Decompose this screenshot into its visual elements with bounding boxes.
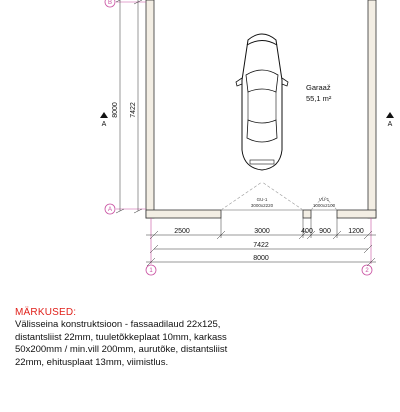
car-icon: [236, 34, 288, 170]
dim-row1-1200: 1200: [348, 228, 364, 235]
axis-b-label: B: [107, 0, 113, 6]
axis-a-label: A: [107, 207, 113, 213]
dim-row2-7422: 7422: [253, 242, 269, 249]
room-name: Garaaž: [306, 83, 331, 92]
notes-line: distantsliist 22mm, tuuletõkkeplaat 10mm, karkass: [15, 331, 227, 343]
notes-title: MÄRKUSED:: [15, 307, 77, 318]
opening-gu1-id: GU-1: [256, 197, 268, 202]
notes-line: 22mm, ehitusplaat 13mm, viimistlus.: [15, 356, 169, 368]
section-left-label: A: [101, 121, 107, 128]
section-mark-left: [100, 112, 108, 128]
dim-row1-400: 400: [301, 228, 313, 235]
dim-row1-2500: 2500: [174, 228, 190, 235]
vertical-dimensions: [116, 0, 142, 213]
dim-vertical-outer: 8000: [112, 102, 119, 118]
dim-row1-3000: 3000: [254, 228, 270, 235]
opening-vu1-id: VU-1: [318, 197, 330, 202]
section-mark-right: [386, 112, 394, 128]
notes-line: Välisseina konstruktsioon - fassaadilaud 22x125,: [15, 319, 221, 330]
room-area: 55,1 m²: [306, 94, 332, 103]
dim-row3-8000: 8000: [253, 255, 269, 262]
notes-body: [15, 319, 275, 369]
dim-row1-900: 900: [319, 228, 331, 235]
opening-gu1-size: 3000x2220: [250, 203, 274, 208]
opening-vu1-size: 1000x2100: [312, 203, 336, 208]
axis-1-label: 1: [149, 268, 153, 274]
notes-line: 50x200mm / min.vill 200mm, aurutõke, distantsliist: [15, 344, 228, 356]
section-right-label: A: [387, 121, 393, 128]
axis-2-label: 2: [365, 268, 369, 274]
dim-vertical-inner: 7422: [130, 102, 137, 118]
